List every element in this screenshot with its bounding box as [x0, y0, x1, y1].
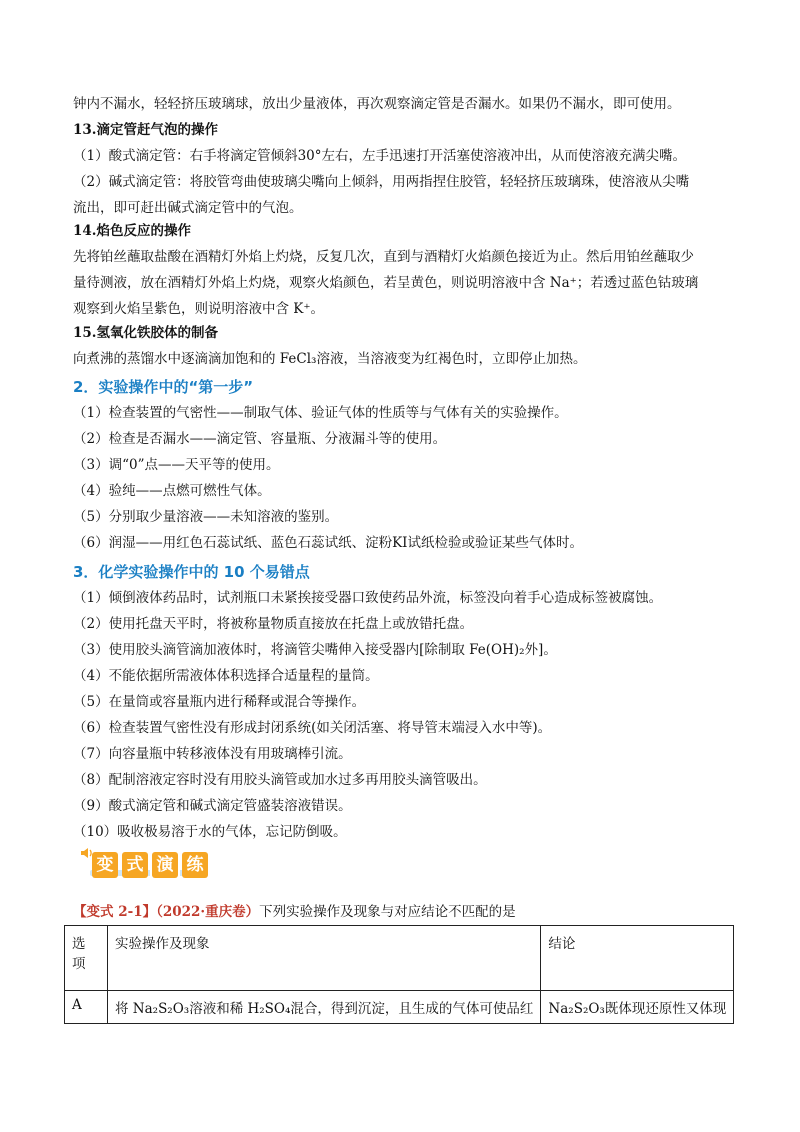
paragraph-line: 钟内不漏水，轻轻挤压玻璃球，放出少量液体，再次观察滴定管是否漏水。如果仍不漏水，即可使用。	[73, 96, 681, 112]
list-item: （1）检查装置的气密性——制取气体、验证气体的性质等与气体有关的实验操作。	[73, 405, 568, 421]
list-item: （4）不能依据所需液体体积选择合适量程的量筒。	[73, 668, 379, 684]
variant-question-text: 下列实验操作及现象与对应结论不匹配的是	[259, 904, 516, 920]
banner-char: 变	[92, 852, 118, 878]
banner-char: 练	[182, 852, 208, 878]
table-cell: Na₂S₂O₃既体现还原性又体现	[541, 991, 734, 1024]
section-2-title: 2．实验操作中的“第一步”	[73, 378, 254, 396]
table-header-row	[65, 926, 734, 991]
list-item: （3）调“0”点——天平等的使用。	[73, 457, 280, 473]
list-item: （1）倾倒液体药品时，试剂瓶口未紧挨接受器口致使药品外流，标签没向着手心造成标签被腐蚀。	[73, 590, 663, 606]
paragraph-line: 先将铂丝蘸取盐酸在酒精灯外焰上灼烧，反复几次，直到与酒精灯火焰颜色接近为止。然后用铂丝蘸取少	[73, 249, 694, 265]
list-item: （5）在量筒或容量瓶内进行稀释或混合等操作。	[73, 694, 366, 710]
variant-source: （2022·重庆卷）	[156, 904, 260, 920]
heading-14: 14.焰色反应的操作	[73, 223, 191, 239]
list-item: （3）使用胶头滴管滴加液体时，将滴管尖嘴伸入接受器内[除制取 Fe(OH)₂外]。	[73, 642, 557, 658]
list-item: （2）检查是否漏水——滴定管、容量瓶、分液漏斗等的使用。	[73, 431, 447, 447]
list-item: （2）使用托盘天平时，将被称量物质直接放在托盘上或放错托盘。	[73, 616, 474, 632]
paragraph-line: 观察到火焰呈紫色，则说明溶液中含 K⁺。	[73, 301, 325, 317]
paragraph-line: （1）酸式滴定管：右手将滴定管倾斜30°左右，左手迅速打开活塞使溶液冲出，从而使溶液充满尖嘴。	[73, 148, 687, 164]
table-row	[65, 991, 734, 1024]
answer-table	[64, 925, 734, 1024]
heading-13: 13.滴定管赶气泡的操作	[73, 122, 218, 138]
list-item: （8）配制溶液定容时没有用胶头滴管或加水过多再用胶头滴管吸出。	[73, 772, 487, 788]
heading-15: 15.氢氧化铁胶体的制备	[73, 325, 218, 341]
paragraph-line: 向煮沸的蒸馏水中逐滴滴加饱和的 FeCl₃溶液，当溶液变为红褐色时，立即停止加热。	[73, 351, 587, 367]
list-item: （6）润湿——用红色石蕊试纸、蓝色石蕊试纸、淀粉KI试纸检验或验证某些气体时。	[73, 535, 584, 551]
list-item: （4）验纯——点燃可燃性气体。	[73, 483, 271, 499]
table-cell: A	[65, 991, 108, 1024]
list-item: （10）吸收极易溶于水的气体，忘记防倒吸。	[73, 824, 347, 840]
variant-tag: 【变式 2-1】	[73, 904, 157, 920]
variant-question	[73, 900, 516, 920]
header-option: 选项	[65, 926, 108, 991]
section-3-title: 3．化学实验操作中的 10 个易错点	[73, 563, 310, 581]
paragraph-line: （2）碱式滴定管：将胶管弯曲使玻璃尖嘴向上倾斜，用两指捏住胶管，轻轻挤压玻璃珠，使溶液从尖嘴	[73, 174, 690, 190]
banner-char: 式	[122, 852, 148, 878]
banner-char: 演	[152, 852, 178, 878]
paragraph-line: 流出，即可赶出碱式滴定管中的气泡。	[73, 200, 303, 216]
list-item: （7）向容量瓶中转移液体没有用玻璃棒引流。	[73, 746, 352, 762]
list-item: （5）分别取少量溶液——未知溶液的鉴别。	[73, 509, 339, 525]
table-cell: 将 Na₂S₂O₃溶液和稀 H₂SO₄混合，得到沉淀，且生成的气体可使品红	[108, 991, 541, 1024]
list-item: （6）检查装置气密性没有形成封闭系统(如关闭活塞、将导管末端浸入水中等)。	[73, 720, 552, 736]
header-conclusion: 结论	[541, 926, 734, 991]
list-item: （9）酸式滴定管和碱式滴定管盛装溶液错误。	[73, 798, 352, 814]
header-operation: 实验操作及现象	[108, 926, 541, 991]
paragraph-line: 量待测液，放在酒精灯外焰上灼烧，观察火焰颜色，若呈黄色，则说明溶液中含 Na⁺；若透过蓝色钴玻璃	[73, 275, 699, 291]
practice-banner	[80, 846, 230, 886]
